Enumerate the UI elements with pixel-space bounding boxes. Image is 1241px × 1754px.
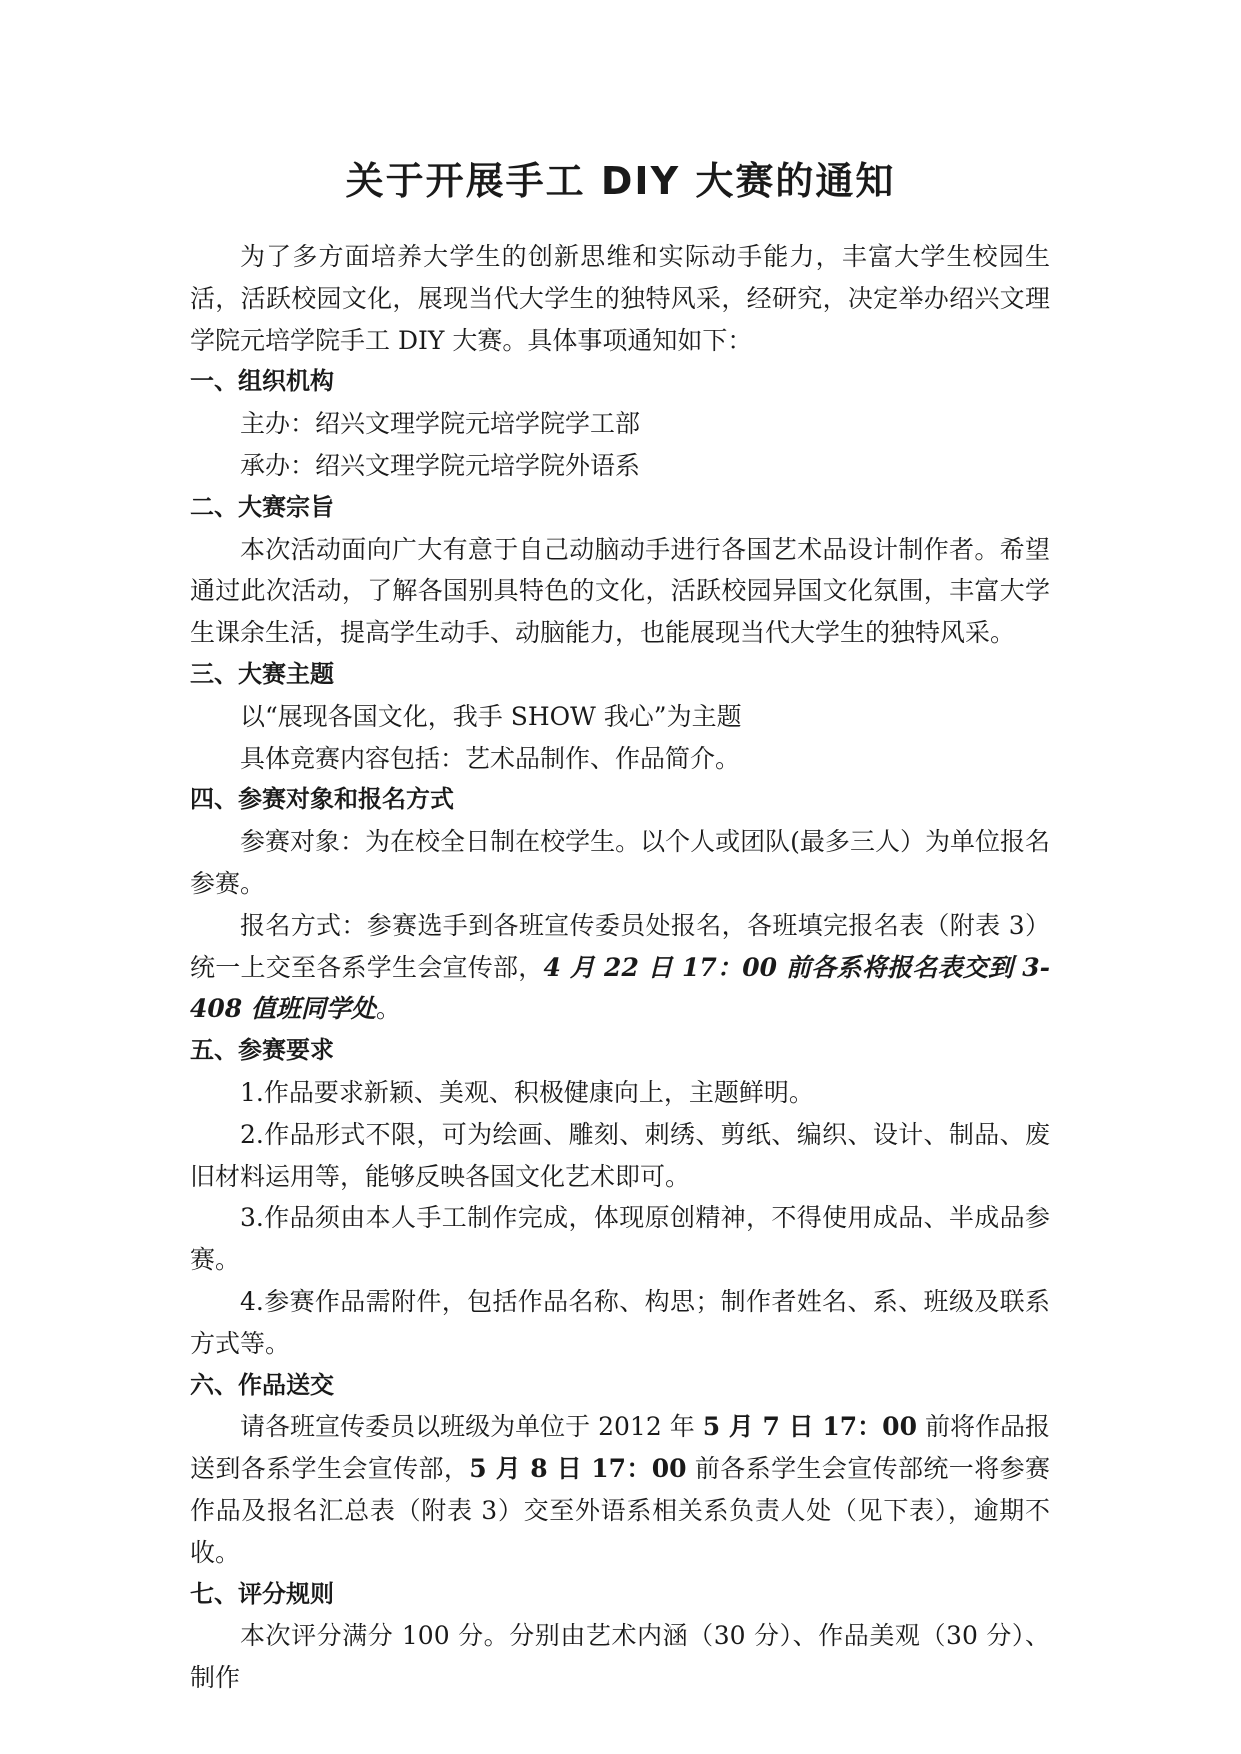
section-heading-purpose: 二、大赛宗旨 — [190, 492, 334, 521]
deadline-highlight: 4 月 22 日 17：00 前各系将报名表交到 3-408 值班同学处 — [190, 952, 1050, 1024]
method-text: 报名方式：参赛选手到各班宣传委员处报名，各班填完报名表（附表 3）统一上交至各系学生会宣传部， — [190, 910, 1050, 982]
requirement-4: 4.参赛作品需附件，包括作品名称、构思；制作者姓名、系、班级及联系方式等。 — [190, 1286, 1050, 1358]
page-title: 关于开展手工 DIY 大赛的通知 — [345, 159, 896, 203]
section-heading-submission: 六、作品送交 — [190, 1370, 334, 1399]
submission-text-1: 请各班宣传委员以班级为单位于 2012 年 — [240, 1412, 695, 1442]
theme-line: 以“展现各国文化，我手 SHOW 我心”为主题 — [240, 701, 742, 731]
requirement-2: 2.作品形式不限，可为绘画、雕刻、刺绣、剪纸、编织、设计、制品、废旧材料运用等，能够反映各国文化艺术即可。 — [190, 1119, 1050, 1191]
submission-text-2: 前将作品报送到各系学生会宣传部， — [190, 1412, 1050, 1484]
host-line: 主办：绍兴文理学院元培学院学工部 — [240, 409, 641, 439]
submission-date-1: 5 月 7 日 17：00 — [702, 1412, 917, 1442]
requirement-3: 3.作品须由本人手工制作完成，体现原创精神，不得使用成品、半成品参赛。 — [190, 1203, 1050, 1275]
method-end: 。 — [375, 994, 401, 1024]
section-heading-requirements: 五、参赛要求 — [190, 1036, 334, 1065]
section-heading-registration: 四、参赛对象和报名方式 — [190, 785, 454, 814]
intro-paragraph: 为了多方面培养大学生的创新思维和实际动手能力，丰富大学生校园生活，活跃校园文化，展现当代大学生的独特风采，经研究，决定举办绍兴文理学院元培学院手工 DIY 大赛。具体事项通知如下： — [190, 242, 1050, 355]
requirement-1: 1.作品要求新颖、美观、积极健康向上，主题鲜明。 — [240, 1077, 814, 1107]
section-heading-theme: 三、大赛主题 — [190, 659, 334, 688]
section-heading-organization: 一、组织机构 — [190, 367, 334, 396]
submission-text-3: 前各系学生会宣传部统一将参赛作品及报名汇总表（附表 3）交至外语系相关系负责人处（见下表），逾期不收。 — [190, 1454, 1050, 1567]
submission-date-2: 5 月 8 日 17：00 — [469, 1454, 687, 1484]
scoring-paragraph: 本次评分满分 100 分。分别由艺术内涵（30 分）、作品美观（30 分）、制作 — [190, 1621, 1050, 1693]
section-heading-scoring: 七、评分规则 — [190, 1579, 334, 1608]
content-line: 具体竞赛内容包括：艺术品制作、作品简介。 — [240, 743, 741, 773]
document-body — [190, 236, 1050, 1699]
method-paragraph — [190, 905, 1050, 1030]
target-paragraph: 参赛对象：为在校全日制在校学生。以个人或团队(最多三人）为单位报名参赛。 — [190, 827, 1050, 898]
submission-paragraph — [190, 1406, 1050, 1573]
organizer-line: 承办：绍兴文理学院元培学院外语系 — [240, 450, 641, 480]
purpose-paragraph: 本次活动面向广大有意于自己动脑动手进行各国艺术品设计制作者。希望通过此次活动，了解各国别具特色的文化，活跃校园异国文化氛围，丰富大学生课余生活，提高学生动手、动脑能力，也能展现当代大学生的独特风采。 — [190, 534, 1050, 648]
